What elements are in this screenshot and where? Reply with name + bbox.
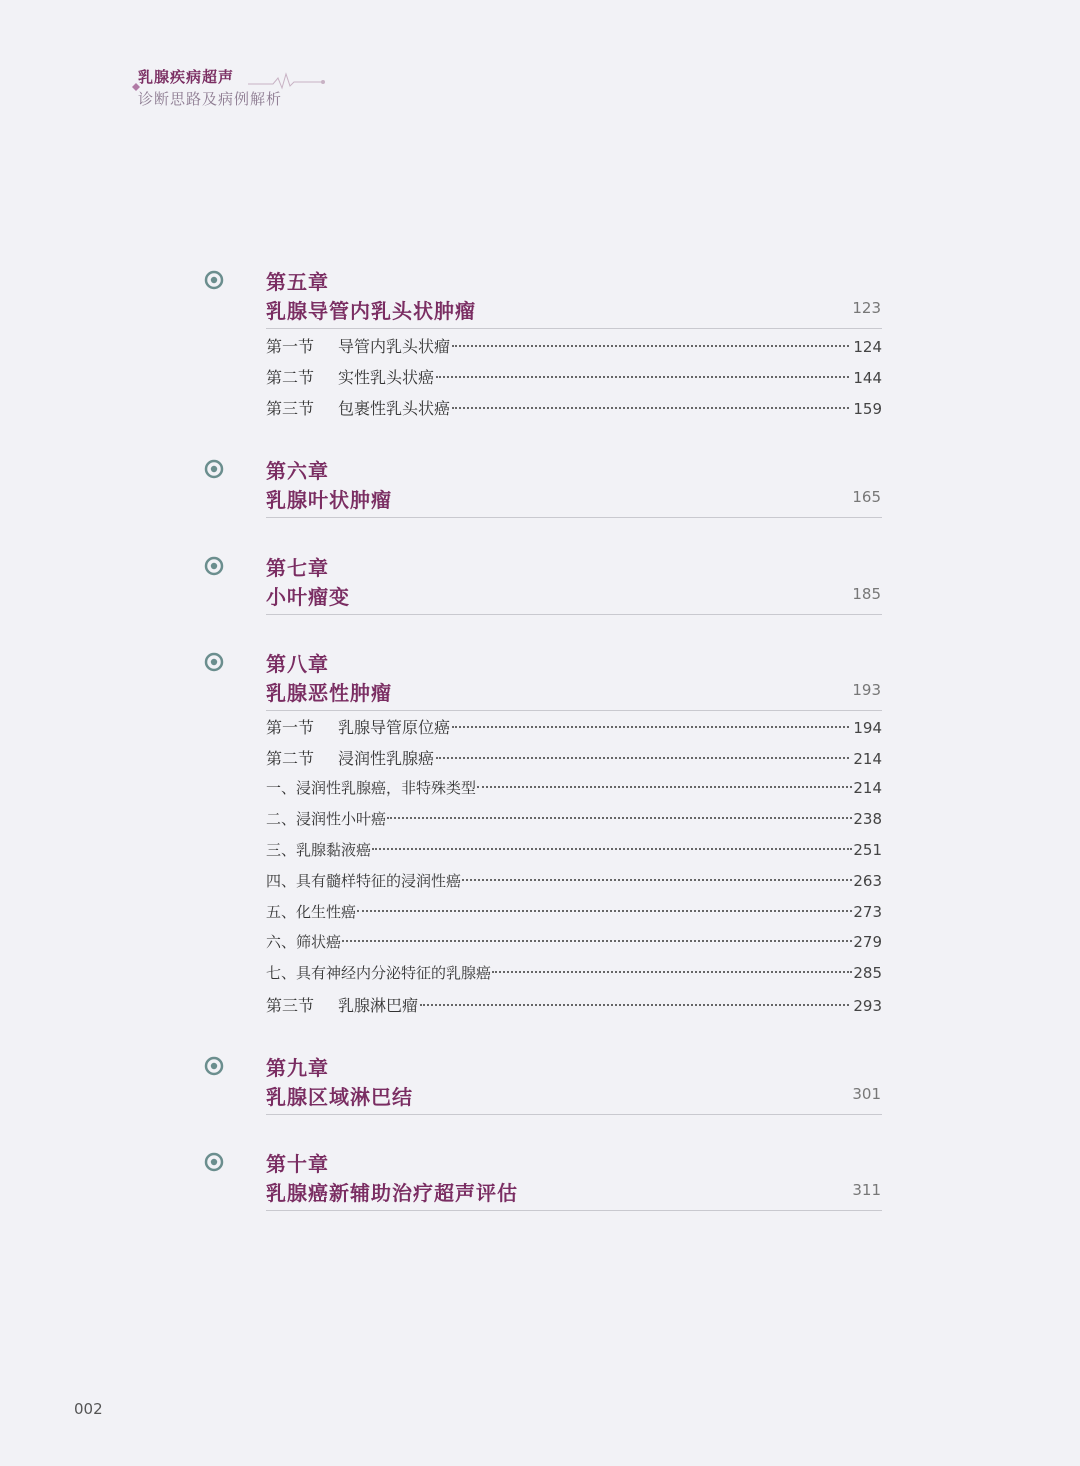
entry-label: 六、筛状癌: [266, 933, 342, 951]
chapter-number: 第五章: [266, 270, 329, 294]
entry-page: 159: [853, 400, 882, 418]
section-entry[interactable]: [266, 365, 882, 389]
entry-label: 包裹性乳头状癌: [338, 399, 451, 418]
subsection-entry[interactable]: [266, 839, 882, 863]
chapter-title[interactable]: 乳腺导管内乳头状肿瘤: [266, 299, 476, 323]
chapter-title[interactable]: 乳腺癌新辅助治疗超声评估: [266, 1181, 518, 1205]
entry-page: 214: [853, 779, 882, 797]
entry-page: 273: [853, 903, 882, 921]
target-bullet-icon: [204, 1056, 224, 1076]
dot-leader: [436, 757, 849, 759]
entry-label: 乳腺导管原位癌: [338, 718, 451, 737]
dot-leader: [357, 910, 852, 912]
entry-label: 实性乳头状癌: [338, 368, 435, 387]
chapter-page: 193: [852, 681, 881, 699]
section-number: 第一节: [266, 718, 315, 737]
chapter-divider: [266, 710, 882, 711]
page-number: 002: [74, 1400, 103, 1418]
section-number: 第三节: [266, 996, 315, 1015]
section-number: 第一节: [266, 337, 315, 356]
entry-label: 二、浸润性小叶癌: [266, 810, 387, 828]
dot-leader: [387, 817, 852, 819]
chapter-title[interactable]: 小叶瘤变: [266, 585, 350, 609]
section-entry[interactable]: [266, 746, 882, 770]
chapter-divider: [266, 328, 882, 329]
chapter-divider: [266, 1114, 882, 1115]
section-entry[interactable]: [266, 993, 882, 1017]
dot-leader: [477, 786, 852, 788]
chapter-page: 311: [852, 1181, 881, 1199]
entry-label: 三、乳腺黏液癌: [266, 841, 372, 859]
header-subtitle: 诊断思路及病例解析: [138, 90, 283, 108]
chapter-title[interactable]: 乳腺叶状肿瘤: [266, 488, 392, 512]
entry-page: 293: [853, 997, 882, 1015]
entry-label: 导管内乳头状瘤: [338, 337, 451, 356]
dot-leader: [420, 1004, 849, 1006]
chapter-title[interactable]: 乳腺区域淋巴结: [266, 1085, 413, 1109]
subsection-entry[interactable]: [266, 808, 882, 832]
entry-page: 194: [853, 719, 882, 737]
target-bullet-icon: [204, 1152, 224, 1172]
entry-page: 251: [853, 841, 882, 859]
chapter-page: 301: [852, 1085, 881, 1103]
section-entry[interactable]: [266, 715, 882, 739]
chapter-page: 165: [852, 488, 881, 506]
chapter-number: 第七章: [266, 556, 329, 580]
section-number: 第三节: [266, 399, 315, 418]
target-bullet-icon: [204, 652, 224, 672]
target-bullet-icon: [204, 556, 224, 576]
subsection-entry[interactable]: [266, 777, 882, 801]
chapter-number: 第九章: [266, 1056, 329, 1080]
header-title: 乳腺疾病超声: [138, 68, 235, 86]
target-bullet-icon: [204, 459, 224, 479]
entry-page: 124: [853, 338, 882, 356]
entry-page: 238: [853, 810, 882, 828]
chapter-divider: [266, 517, 882, 518]
entry-page: 263: [853, 872, 882, 890]
target-bullet-icon: [204, 270, 224, 290]
entry-page: 214: [853, 750, 882, 768]
subsection-entry[interactable]: [266, 962, 882, 986]
chapter-divider: [266, 1210, 882, 1211]
dot-leader: [452, 726, 849, 728]
section-entry[interactable]: [266, 334, 882, 358]
entry-label: 五、化生性癌: [266, 903, 357, 921]
entry-page: 279: [853, 933, 882, 951]
chapter-title[interactable]: 乳腺恶性肿瘤: [266, 681, 392, 705]
dot-leader: [492, 971, 852, 973]
chapter-number: 第六章: [266, 459, 329, 483]
chapter-page: 123: [852, 299, 881, 317]
dot-leader: [452, 345, 849, 347]
entry-page: 285: [853, 964, 882, 982]
subsection-entry[interactable]: [266, 931, 882, 955]
entry-page: 144: [853, 369, 882, 387]
dot-leader: [462, 879, 852, 881]
section-number: 第二节: [266, 749, 315, 768]
section-entry[interactable]: [266, 396, 882, 420]
entry-label: 乳腺淋巴瘤: [338, 996, 419, 1015]
entry-label: 一、浸润性乳腺癌，非特殊类型: [266, 779, 477, 797]
chapter-page: 185: [852, 585, 881, 603]
chapter-divider: [266, 614, 882, 615]
subsection-entry[interactable]: [266, 901, 882, 925]
entry-label: 四、具有髓样特征的浸润性癌: [266, 872, 462, 890]
chapter-number: 第八章: [266, 652, 329, 676]
entry-label: 七、具有神经内分泌特征的乳腺癌: [266, 964, 492, 982]
dot-leader: [342, 940, 852, 942]
dot-leader: [372, 848, 852, 850]
dot-leader: [436, 376, 849, 378]
section-number: 第二节: [266, 368, 315, 387]
chapter-number: 第十章: [266, 1152, 329, 1176]
dot-leader: [452, 407, 849, 409]
entry-label: 浸润性乳腺癌: [338, 749, 435, 768]
subsection-entry[interactable]: [266, 870, 882, 894]
